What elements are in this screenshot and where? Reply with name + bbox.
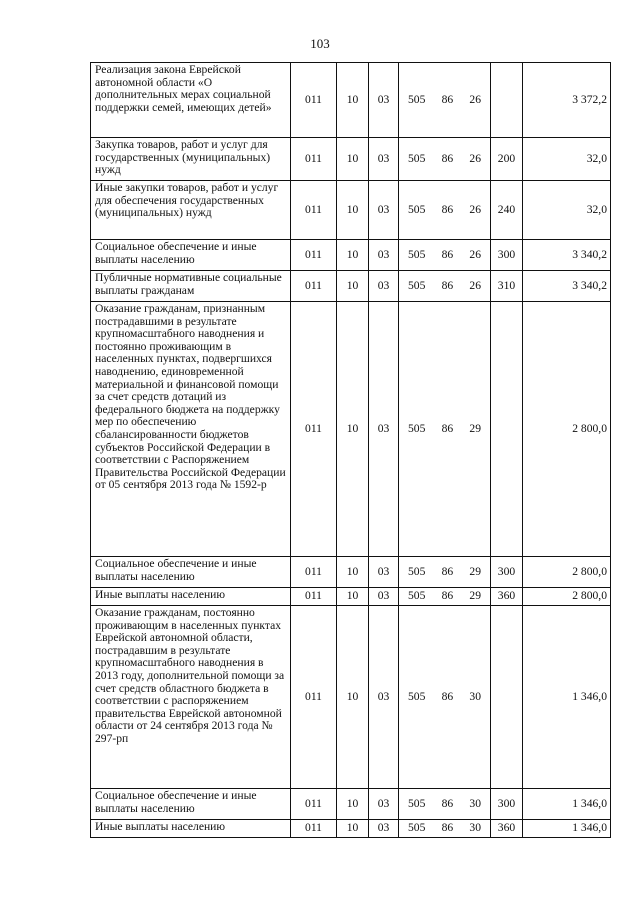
subsection-code: 03 [369, 789, 399, 820]
code-part: 86 [441, 202, 454, 216]
target-article-code [399, 240, 491, 271]
ministry-code: 011 [291, 240, 337, 271]
code-part: 505 [408, 564, 426, 578]
ministry-code: 011 [291, 557, 337, 588]
section-code: 10 [337, 271, 369, 302]
code-part: 26 [469, 92, 481, 106]
code-part: 86 [441, 564, 454, 578]
section-code: 10 [337, 138, 369, 181]
expense-type-code: 300 [491, 557, 523, 588]
code-part: 26 [469, 202, 481, 216]
section-code: 10 [337, 63, 369, 138]
code-part: 26 [469, 278, 481, 292]
ministry-code: 011 [291, 63, 337, 138]
row-description: Социальное обеспечение и иные выплаты населению [91, 789, 291, 820]
code-part: 29 [469, 589, 481, 603]
row-description: Иные закупки товаров, работ и услуг для обеспечения государственных (муниципальных) нужд [91, 181, 291, 240]
code-part: 86 [441, 796, 454, 810]
code-part: 86 [441, 247, 454, 261]
ministry-code: 011 [291, 302, 337, 557]
expense-type-code: 200 [491, 138, 523, 181]
expense-type-code [491, 63, 523, 138]
row-description: Иные выплаты населению [91, 820, 291, 838]
section-code: 10 [337, 181, 369, 240]
subsection-code: 03 [369, 820, 399, 838]
table-row [91, 588, 611, 606]
code-part: 505 [408, 92, 426, 106]
row-description: Оказание гражданам, признанным пострадавшими в результате крупномасштабного наводнения и постоянно проживающим в населенных пунктах, подвергшихся наводнению, единовременной материальной и финансовой помощи за счет средств дотаций из федерального бюджета на поддержку мер по обеспечению сбалансированности бюджетов субъектов Российской Федерации в соответствии с Распоряжением Правительства Российской Федерации от 05 сентября 2013 года № 1592-р [91, 302, 291, 557]
table-row [91, 138, 611, 181]
code-part: 86 [441, 421, 454, 435]
expense-type-code: 300 [491, 240, 523, 271]
expense-type-code: 240 [491, 181, 523, 240]
table-row [91, 181, 611, 240]
code-part: 505 [408, 589, 426, 603]
ministry-code: 011 [291, 606, 337, 789]
subsection-code: 03 [369, 63, 399, 138]
ministry-code: 011 [291, 271, 337, 302]
target-article-code [399, 181, 491, 240]
amount: 3 340,2 [523, 271, 611, 302]
amount: 3 372,2 [523, 63, 611, 138]
expense-type-code [491, 606, 523, 789]
code-part: 505 [408, 151, 426, 165]
section-code: 10 [337, 240, 369, 271]
amount: 2 800,0 [523, 557, 611, 588]
table-row [91, 820, 611, 838]
code-part: 86 [441, 278, 454, 292]
code-part: 30 [469, 821, 481, 835]
code-part: 86 [441, 92, 454, 106]
table-row [91, 240, 611, 271]
amount: 1 346,0 [523, 820, 611, 838]
page-number: 103 [310, 36, 330, 51]
table-row [91, 606, 611, 789]
code-part: 505 [408, 278, 426, 292]
code-part: 505 [408, 247, 426, 261]
subsection-code: 03 [369, 181, 399, 240]
section-code: 10 [337, 789, 369, 820]
target-article-code [399, 789, 491, 820]
code-part: 505 [408, 796, 426, 810]
code-part: 30 [469, 796, 481, 810]
subsection-code: 03 [369, 588, 399, 606]
row-description: Социальное обеспечение и иные выплаты населению [91, 557, 291, 588]
section-code: 10 [337, 606, 369, 789]
expense-type-code: 360 [491, 820, 523, 838]
section-code: 10 [337, 820, 369, 838]
ministry-code: 011 [291, 789, 337, 820]
amount: 3 340,2 [523, 240, 611, 271]
expense-type-code: 310 [491, 271, 523, 302]
ministry-code: 011 [291, 138, 337, 181]
target-article-code [399, 271, 491, 302]
ministry-code: 011 [291, 181, 337, 240]
target-article-code [399, 302, 491, 557]
ministry-code: 011 [291, 820, 337, 838]
section-code: 10 [337, 588, 369, 606]
code-part: 505 [408, 821, 426, 835]
subsection-code: 03 [369, 271, 399, 302]
row-description: Публичные нормативные социальные выплаты гражданам [91, 271, 291, 302]
table-row [91, 557, 611, 588]
table-row [91, 63, 611, 138]
row-description: Иные выплаты населению [91, 588, 291, 606]
amount: 2 800,0 [523, 302, 611, 557]
subsection-code: 03 [369, 606, 399, 789]
expense-type-code [491, 302, 523, 557]
table-row [91, 302, 611, 557]
amount: 32,0 [523, 181, 611, 240]
target-article-code [399, 820, 491, 838]
expense-type-code: 360 [491, 588, 523, 606]
code-part: 86 [441, 821, 454, 835]
code-part: 30 [469, 689, 481, 703]
row-description: Оказание гражданам, постоянно проживающим в населенных пунктах Еврейской автономной области, пострадавшим в результате крупномасштабного наводнения в 2013 году, дополнительной помощи за счет средств областного бюджета в соответствии с распоряжением правительства Еврейской автономной области от 24 сентября 2013 года № 297-рп [91, 606, 291, 789]
section-code: 10 [337, 557, 369, 588]
section-code: 10 [337, 302, 369, 557]
row-description: Закупка товаров, работ и услуг для государственных (муниципальных) нужд [91, 138, 291, 181]
code-part: 29 [469, 564, 481, 578]
code-part: 505 [408, 689, 426, 703]
code-part: 505 [408, 202, 426, 216]
row-description: Реализация закона Еврейской автономной области «О дополнительных мерах социальной поддержки семей, имеющих детей» [91, 63, 291, 138]
target-article-code [399, 138, 491, 181]
row-description: Социальное обеспечение и иные выплаты населению [91, 240, 291, 271]
subsection-code: 03 [369, 240, 399, 271]
code-part: 26 [469, 247, 481, 261]
amount: 32,0 [523, 138, 611, 181]
subsection-code: 03 [369, 138, 399, 181]
amount: 2 800,0 [523, 588, 611, 606]
table-row [91, 271, 611, 302]
budget-table [90, 62, 611, 838]
subsection-code: 03 [369, 302, 399, 557]
target-article-code [399, 63, 491, 138]
code-part: 29 [469, 421, 481, 435]
subsection-code: 03 [369, 557, 399, 588]
code-part: 505 [408, 421, 426, 435]
code-part: 86 [441, 151, 454, 165]
code-part: 86 [441, 589, 454, 603]
ministry-code: 011 [291, 588, 337, 606]
target-article-code [399, 606, 491, 789]
code-part: 26 [469, 151, 481, 165]
target-article-code [399, 588, 491, 606]
expense-type-code: 300 [491, 789, 523, 820]
target-article-code [399, 557, 491, 588]
amount: 1 346,0 [523, 606, 611, 789]
table-row [91, 789, 611, 820]
amount: 1 346,0 [523, 789, 611, 820]
code-part: 86 [441, 689, 454, 703]
